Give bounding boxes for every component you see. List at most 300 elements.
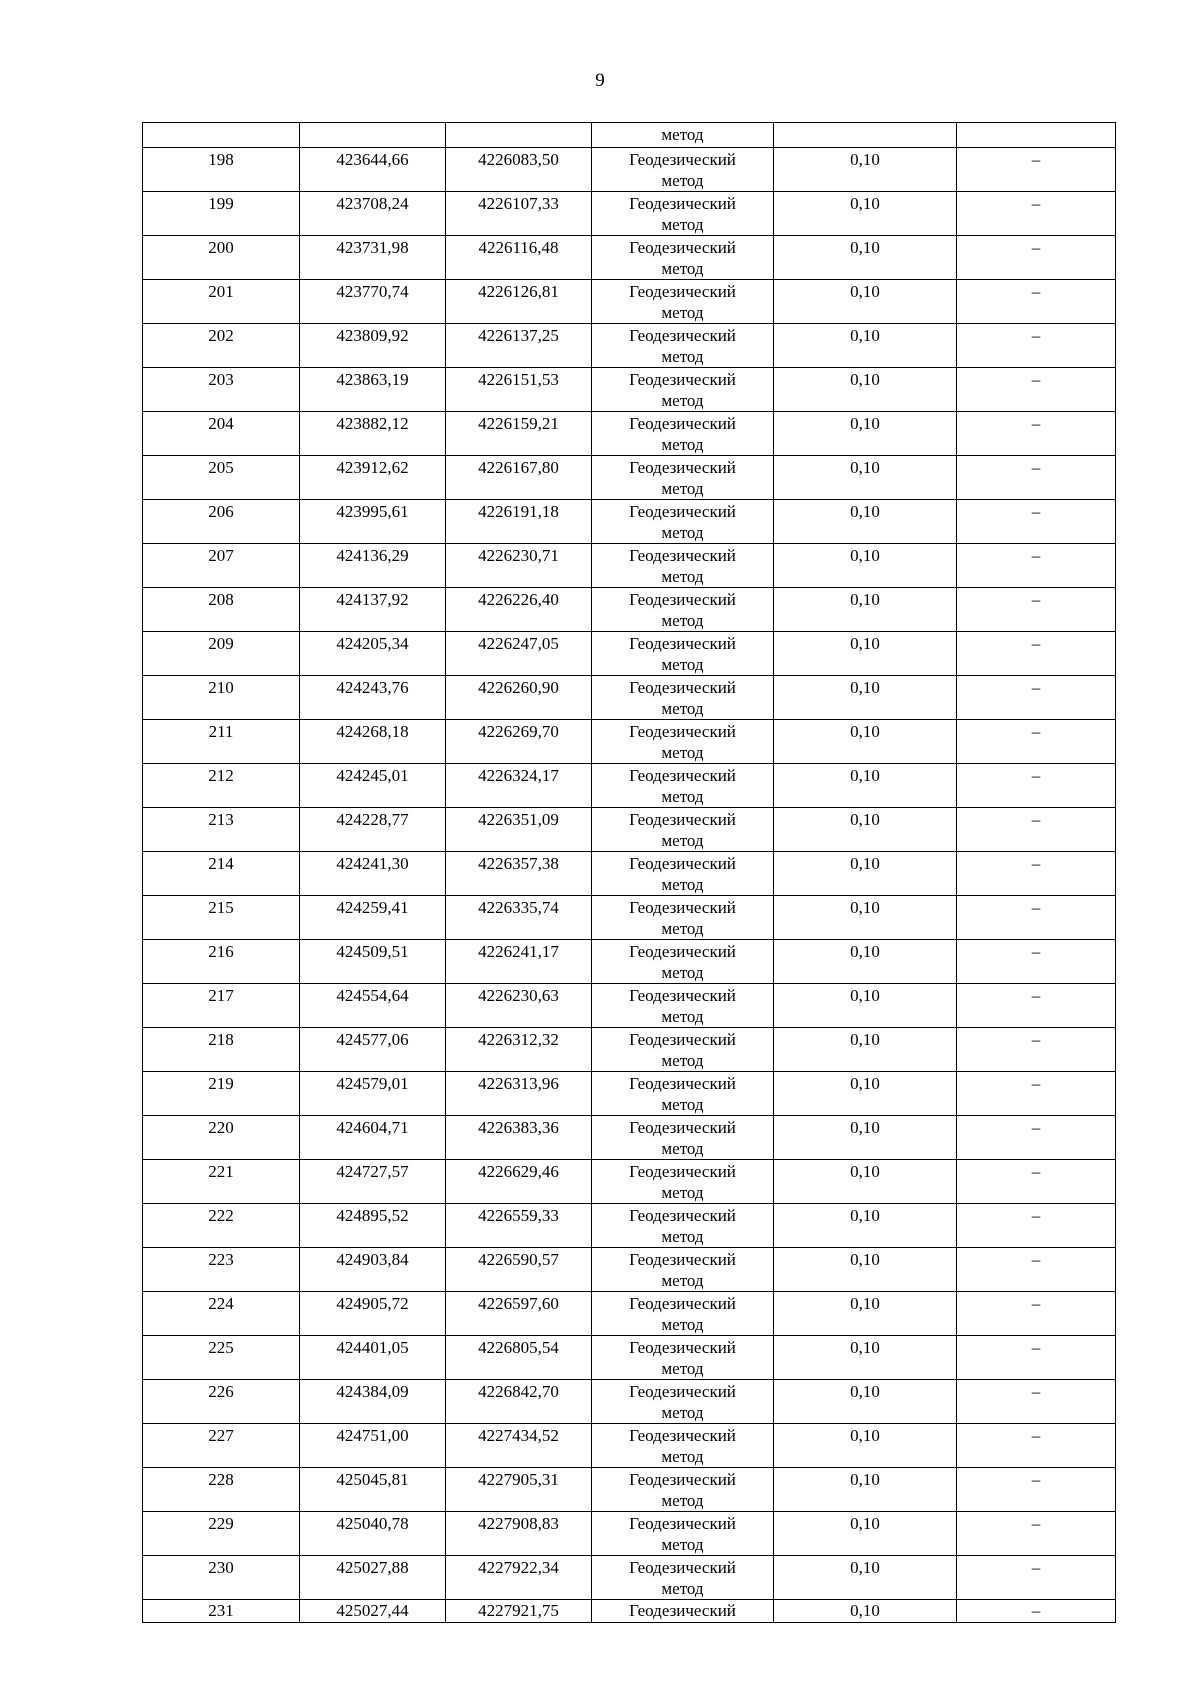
cell-note: – <box>957 1600 1116 1623</box>
cell-y: 4226805,54 <box>446 1336 592 1380</box>
cell-method <box>592 456 774 500</box>
cell-point-number: 222 <box>143 1204 300 1248</box>
table-row <box>143 1160 1116 1204</box>
method-line-2: метод <box>661 1315 704 1334</box>
cell-accuracy: 0,10 <box>774 808 957 852</box>
cell-point-number: 200 <box>143 236 300 280</box>
table-row <box>143 1204 1116 1248</box>
page-number: 9 <box>595 70 605 91</box>
cell-method <box>592 1336 774 1380</box>
cell-point-number: 208 <box>143 588 300 632</box>
cell-note: – <box>957 1160 1116 1204</box>
cell-x: 424241,30 <box>300 852 446 896</box>
cell-accuracy: 0,10 <box>774 368 957 412</box>
method-line-1: Геодезический <box>629 1338 736 1357</box>
cell-x: 423708,24 <box>300 192 446 236</box>
cell-note: – <box>957 324 1116 368</box>
cell-note: – <box>957 896 1116 940</box>
table-row <box>143 1600 1116 1623</box>
table-row <box>143 720 1116 764</box>
cell-method <box>592 1292 774 1336</box>
cell-note: – <box>957 940 1116 984</box>
cell-accuracy: 0,10 <box>774 896 957 940</box>
cell-accuracy: 0,10 <box>774 588 957 632</box>
method-line-1: Геодезический <box>629 1206 736 1225</box>
method-line-1: Геодезический <box>629 1030 736 1049</box>
cell-method <box>592 236 774 280</box>
cell-accuracy: 0,10 <box>774 1600 957 1623</box>
cell-x: 424137,92 <box>300 588 446 632</box>
coordinates-table-body <box>143 123 1116 1623</box>
cell-point-number: 225 <box>143 1336 300 1380</box>
cell-x: 423731,98 <box>300 236 446 280</box>
cell-y: 4227921,75 <box>446 1600 592 1623</box>
cell-y: 4227922,34 <box>446 1556 592 1600</box>
method-line-1: Геодезический <box>629 590 736 609</box>
cell-note: – <box>957 368 1116 412</box>
method-line-1: Геодезический <box>629 898 736 917</box>
cell-x: 423863,19 <box>300 368 446 412</box>
cell-method <box>592 1468 774 1512</box>
cell-method: метод <box>592 123 774 148</box>
cell-y: 4226313,96 <box>446 1072 592 1116</box>
cell-note: – <box>957 1336 1116 1380</box>
table-row <box>143 192 1116 236</box>
method-line-1: Геодезический <box>629 238 736 257</box>
cell-x: 424577,06 <box>300 1028 446 1072</box>
method-line-1: Геодезический <box>629 1558 736 1577</box>
method-line-1: Геодезический <box>629 1074 736 1093</box>
cell-x: 425040,78 <box>300 1512 446 1556</box>
cell-note: – <box>957 148 1116 192</box>
cell-point-number: 201 <box>143 280 300 324</box>
cell-accuracy: 0,10 <box>774 1248 957 1292</box>
cell-point-number: 229 <box>143 1512 300 1556</box>
method-line-1: Геодезический <box>629 1250 736 1269</box>
cell-accuracy: 0,10 <box>774 500 957 544</box>
method-line-1: Геодезический <box>629 986 736 1005</box>
cell-x: 424243,76 <box>300 676 446 720</box>
table-row <box>143 148 1116 192</box>
cell-point-number: 207 <box>143 544 300 588</box>
cell-point-number: 219 <box>143 1072 300 1116</box>
table-row <box>143 984 1116 1028</box>
cell-point-number: 205 <box>143 456 300 500</box>
cell-y: 4226324,17 <box>446 764 592 808</box>
cell-point-number: 213 <box>143 808 300 852</box>
cell-note: – <box>957 984 1116 1028</box>
cell-accuracy: 0,10 <box>774 544 957 588</box>
method-line-2: метод <box>661 567 704 586</box>
cell-point-number: 216 <box>143 940 300 984</box>
cell-x <box>300 123 446 148</box>
table-row <box>143 764 1116 808</box>
cell-note: – <box>957 676 1116 720</box>
cell-point-number: 214 <box>143 852 300 896</box>
cell-x: 424259,41 <box>300 896 446 940</box>
table-row <box>143 236 1116 280</box>
table-row <box>143 456 1116 500</box>
cell-accuracy: 0,10 <box>774 1292 957 1336</box>
cell-y: 4226241,17 <box>446 940 592 984</box>
method-line-2: метод <box>661 1051 704 1070</box>
cell-y: 4226357,38 <box>446 852 592 896</box>
cell-x: 423770,74 <box>300 280 446 324</box>
method-line-2: метод <box>661 699 704 718</box>
method-line-2: метод <box>661 1007 704 1026</box>
method-line-1: Геодезический <box>629 1514 736 1533</box>
table-row <box>143 940 1116 984</box>
cell-note: – <box>957 1424 1116 1468</box>
cell-x: 423912,62 <box>300 456 446 500</box>
cell-y: 4226335,74 <box>446 896 592 940</box>
cell-note: – <box>957 1116 1116 1160</box>
cell-accuracy: 0,10 <box>774 852 957 896</box>
method-line-2: метод <box>661 1579 704 1598</box>
cell-note: – <box>957 1072 1116 1116</box>
method-line-1: Геодезический <box>629 722 736 741</box>
cell-y: 4227905,31 <box>446 1468 592 1512</box>
cell-y: 4226151,53 <box>446 368 592 412</box>
method-line-2: метод <box>661 347 704 366</box>
cell-y: 4226167,80 <box>446 456 592 500</box>
cell-y: 4227434,52 <box>446 1424 592 1468</box>
method-line-2: метод <box>661 259 704 278</box>
cell-x: 424554,64 <box>300 984 446 1028</box>
method-line-2: метод <box>661 523 704 542</box>
method-line-2: метод <box>661 1183 704 1202</box>
table-row <box>143 1424 1116 1468</box>
table-row <box>143 588 1116 632</box>
method-line-1: Геодезический <box>629 766 736 785</box>
cell-note: – <box>957 632 1116 676</box>
cell-accuracy: 0,10 <box>774 1424 957 1468</box>
continuation-row <box>143 123 1116 148</box>
cell-accuracy: 0,10 <box>774 720 957 764</box>
cell-note: – <box>957 500 1116 544</box>
table-row <box>143 1468 1116 1512</box>
cell-x: 425045,81 <box>300 1468 446 1512</box>
cell-method <box>592 940 774 984</box>
method-line-2: метод <box>661 1447 704 1466</box>
cell-point-number: 203 <box>143 368 300 412</box>
cell-note: – <box>957 192 1116 236</box>
method-line-1: Геодезический <box>629 458 736 477</box>
method-line-1: Геодезический <box>629 546 736 565</box>
cell-method <box>592 280 774 324</box>
cell-accuracy: 0,10 <box>774 1336 957 1380</box>
cell-accuracy: 0,10 <box>774 764 957 808</box>
cell-accuracy: 0,10 <box>774 192 957 236</box>
method-line-2: метод <box>661 1491 704 1510</box>
cell-method <box>592 192 774 236</box>
cell-y: 4226383,36 <box>446 1116 592 1160</box>
cell-y: 4226107,33 <box>446 192 592 236</box>
cell-accuracy: 0,10 <box>774 1380 957 1424</box>
cell-x: 424604,71 <box>300 1116 446 1160</box>
cell-accuracy: 0,10 <box>774 940 957 984</box>
method-line-2: метод <box>661 655 704 674</box>
cell-method <box>592 368 774 412</box>
cell-x: 424136,29 <box>300 544 446 588</box>
cell-y: 4226247,05 <box>446 632 592 676</box>
method-line-2: метод <box>661 1271 704 1290</box>
cell-y: 4226597,60 <box>446 1292 592 1336</box>
table-row <box>143 1556 1116 1600</box>
method-line-1: Геодезический <box>629 1382 736 1401</box>
method-line-1: Геодезический <box>629 1470 736 1489</box>
cell-point-number: 198 <box>143 148 300 192</box>
cell-x: 424384,09 <box>300 1380 446 1424</box>
method-line-2: метод <box>661 1227 704 1246</box>
cell-x: 424268,18 <box>300 720 446 764</box>
cell-point-number: 218 <box>143 1028 300 1072</box>
cell-method <box>592 1204 774 1248</box>
cell-note: – <box>957 1292 1116 1336</box>
cell-method <box>592 1556 774 1600</box>
cell-accuracy: 0,10 <box>774 324 957 368</box>
cell-point-number: 227 <box>143 1424 300 1468</box>
cell-accuracy: 0,10 <box>774 1116 957 1160</box>
cell-note: – <box>957 456 1116 500</box>
table-row <box>143 324 1116 368</box>
cell-x: 425027,88 <box>300 1556 446 1600</box>
table-row <box>143 1028 1116 1072</box>
method-line-2: метод <box>661 391 704 410</box>
cell-accuracy: 0,10 <box>774 1556 957 1600</box>
cell-y: 4226629,46 <box>446 1160 592 1204</box>
cell-point-number: 221 <box>143 1160 300 1204</box>
table-row <box>143 1336 1116 1380</box>
cell-note: – <box>957 1248 1116 1292</box>
cell-y: 4226590,57 <box>446 1248 592 1292</box>
cell-point-number: 228 <box>143 1468 300 1512</box>
cell-y: 4226312,32 <box>446 1028 592 1072</box>
cell-point-number: 199 <box>143 192 300 236</box>
cell-note <box>957 123 1116 148</box>
method-line-1: Геодезический <box>629 150 736 169</box>
cell-point-number: 215 <box>143 896 300 940</box>
cell-note: – <box>957 280 1116 324</box>
method-line-2: метод <box>661 215 704 234</box>
cell-y: 4226226,40 <box>446 588 592 632</box>
cell-accuracy: 0,10 <box>774 984 957 1028</box>
cell-y: 4226230,71 <box>446 544 592 588</box>
method-line-2: метод <box>661 479 704 498</box>
table-row <box>143 1248 1116 1292</box>
method-line-1: Геодезический <box>629 326 736 345</box>
cell-y: 4227908,83 <box>446 1512 592 1556</box>
method-line-2: метод <box>661 1535 704 1554</box>
cell-y: 4226842,70 <box>446 1380 592 1424</box>
cell-y: 4226269,70 <box>446 720 592 764</box>
cell-x: 423809,92 <box>300 324 446 368</box>
table-row <box>143 676 1116 720</box>
cell-method <box>592 1072 774 1116</box>
method-line-1: Геодезический <box>629 414 736 433</box>
cell-point-number: 231 <box>143 1600 300 1623</box>
table-row <box>143 280 1116 324</box>
method-line-2: метод <box>661 303 704 322</box>
cell-method <box>592 1512 774 1556</box>
method-line-2: метод <box>661 1095 704 1114</box>
cell-point-number: 226 <box>143 1380 300 1424</box>
cell-note: – <box>957 720 1116 764</box>
cell-accuracy: 0,10 <box>774 676 957 720</box>
cell-note: – <box>957 808 1116 852</box>
cell-point-number: 204 <box>143 412 300 456</box>
table-row <box>143 1380 1116 1424</box>
cell-note: – <box>957 544 1116 588</box>
cell-method <box>592 148 774 192</box>
table-row <box>143 1512 1116 1556</box>
table-row <box>143 1116 1116 1160</box>
table-row <box>143 852 1116 896</box>
cell-accuracy: 0,10 <box>774 1028 957 1072</box>
cell-note: – <box>957 1512 1116 1556</box>
method-line-1: Геодезический <box>629 810 736 829</box>
table-row <box>143 1072 1116 1116</box>
cell-y: 4226116,48 <box>446 236 592 280</box>
cell-accuracy: 0,10 <box>774 1072 957 1116</box>
cell-x: 424895,52 <box>300 1204 446 1248</box>
cell-x: 424905,72 <box>300 1292 446 1336</box>
cell-accuracy: 0,10 <box>774 1160 957 1204</box>
cell-note: – <box>957 852 1116 896</box>
method-line-2: метод <box>661 1359 704 1378</box>
method-line-1: Геодезический <box>629 282 736 301</box>
cell-note: – <box>957 764 1116 808</box>
cell-accuracy: 0,10 <box>774 412 957 456</box>
cell-point-number: 210 <box>143 676 300 720</box>
cell-accuracy: 0,10 <box>774 1204 957 1248</box>
cell-accuracy <box>774 123 957 148</box>
cell-x: 424205,34 <box>300 632 446 676</box>
cell-point-number: 209 <box>143 632 300 676</box>
cell-note: – <box>957 1204 1116 1248</box>
cell-y: 4226137,25 <box>446 324 592 368</box>
table-row <box>143 632 1116 676</box>
cell-note: – <box>957 588 1116 632</box>
cell-method <box>592 500 774 544</box>
cell-y: 4226126,81 <box>446 280 592 324</box>
table-row <box>143 896 1116 940</box>
cell-method <box>592 896 774 940</box>
cell-y <box>446 123 592 148</box>
cell-x: 423882,12 <box>300 412 446 456</box>
cell-note: – <box>957 1556 1116 1600</box>
table-row <box>143 808 1116 852</box>
cell-accuracy: 0,10 <box>774 236 957 280</box>
cell-method <box>592 324 774 368</box>
cell-method <box>592 984 774 1028</box>
method-line-1: Геодезический <box>629 634 736 653</box>
cell-method <box>592 852 774 896</box>
cell-method <box>592 544 774 588</box>
cell-accuracy: 0,10 <box>774 280 957 324</box>
cell-x: 424727,57 <box>300 1160 446 1204</box>
cell-point-number: 202 <box>143 324 300 368</box>
cell-method <box>592 764 774 808</box>
cell-note: – <box>957 236 1116 280</box>
cell-y: 4226230,63 <box>446 984 592 1028</box>
cell-x: 424401,05 <box>300 1336 446 1380</box>
cell-y: 4226191,18 <box>446 500 592 544</box>
method-line-2: метод <box>661 1403 704 1422</box>
cell-method <box>592 720 774 764</box>
table-row <box>143 544 1116 588</box>
cell-method <box>592 676 774 720</box>
cell-method: Геодезический <box>592 1600 774 1623</box>
cell-method <box>592 1380 774 1424</box>
method-line-1: Геодезический <box>629 1162 736 1181</box>
cell-point-number: 212 <box>143 764 300 808</box>
cell-x: 424751,00 <box>300 1424 446 1468</box>
method-line-2: метод <box>661 743 704 762</box>
cell-x: 424509,51 <box>300 940 446 984</box>
cell-y: 4226083,50 <box>446 148 592 192</box>
cell-point-number: 211 <box>143 720 300 764</box>
method-line-2: метод <box>661 919 704 938</box>
method-line-2: метод <box>661 435 704 454</box>
cell-method <box>592 1248 774 1292</box>
cell-x: 425027,44 <box>300 1600 446 1623</box>
cell-method <box>592 1116 774 1160</box>
method-line-1: Геодезический <box>629 1426 736 1445</box>
cell-y: 4226159,21 <box>446 412 592 456</box>
method-line-1: Геодезический <box>629 678 736 697</box>
method-line-1: Геодезический <box>629 502 736 521</box>
cell-y: 4226559,33 <box>446 1204 592 1248</box>
cell-x: 423995,61 <box>300 500 446 544</box>
method-line-2: метод <box>661 963 704 982</box>
cell-accuracy: 0,10 <box>774 632 957 676</box>
coordinates-table <box>142 122 1116 1623</box>
table-row <box>143 412 1116 456</box>
cell-point-number: 217 <box>143 984 300 1028</box>
cell-x: 424579,01 <box>300 1072 446 1116</box>
cell-note: – <box>957 1028 1116 1072</box>
method-line-2: метод <box>661 875 704 894</box>
cell-point-number: 206 <box>143 500 300 544</box>
cell-accuracy: 0,10 <box>774 148 957 192</box>
cell-point-number: 220 <box>143 1116 300 1160</box>
cell-x: 424903,84 <box>300 1248 446 1292</box>
cell-method <box>592 412 774 456</box>
cell-point-number <box>143 123 300 148</box>
method-line-1: Геодезический <box>629 194 736 213</box>
cell-y: 4226260,90 <box>446 676 592 720</box>
method-line-1: Геодезический <box>629 942 736 961</box>
method-line-2: метод <box>661 171 704 190</box>
method-line-2: метод <box>661 787 704 806</box>
cell-x: 424245,01 <box>300 764 446 808</box>
cell-method <box>592 808 774 852</box>
cell-note: – <box>957 1468 1116 1512</box>
cell-accuracy: 0,10 <box>774 1468 957 1512</box>
method-line-2: метод <box>661 831 704 850</box>
cell-method <box>592 632 774 676</box>
method-line-1: Геодезический <box>629 370 736 389</box>
cell-accuracy: 0,10 <box>774 1512 957 1556</box>
cell-method <box>592 1424 774 1468</box>
method-line-2: метод <box>661 1139 704 1158</box>
cell-y: 4226351,09 <box>446 808 592 852</box>
cell-note: – <box>957 412 1116 456</box>
cell-x: 423644,66 <box>300 148 446 192</box>
cell-method <box>592 1028 774 1072</box>
method-line-1: Геодезический <box>629 854 736 873</box>
